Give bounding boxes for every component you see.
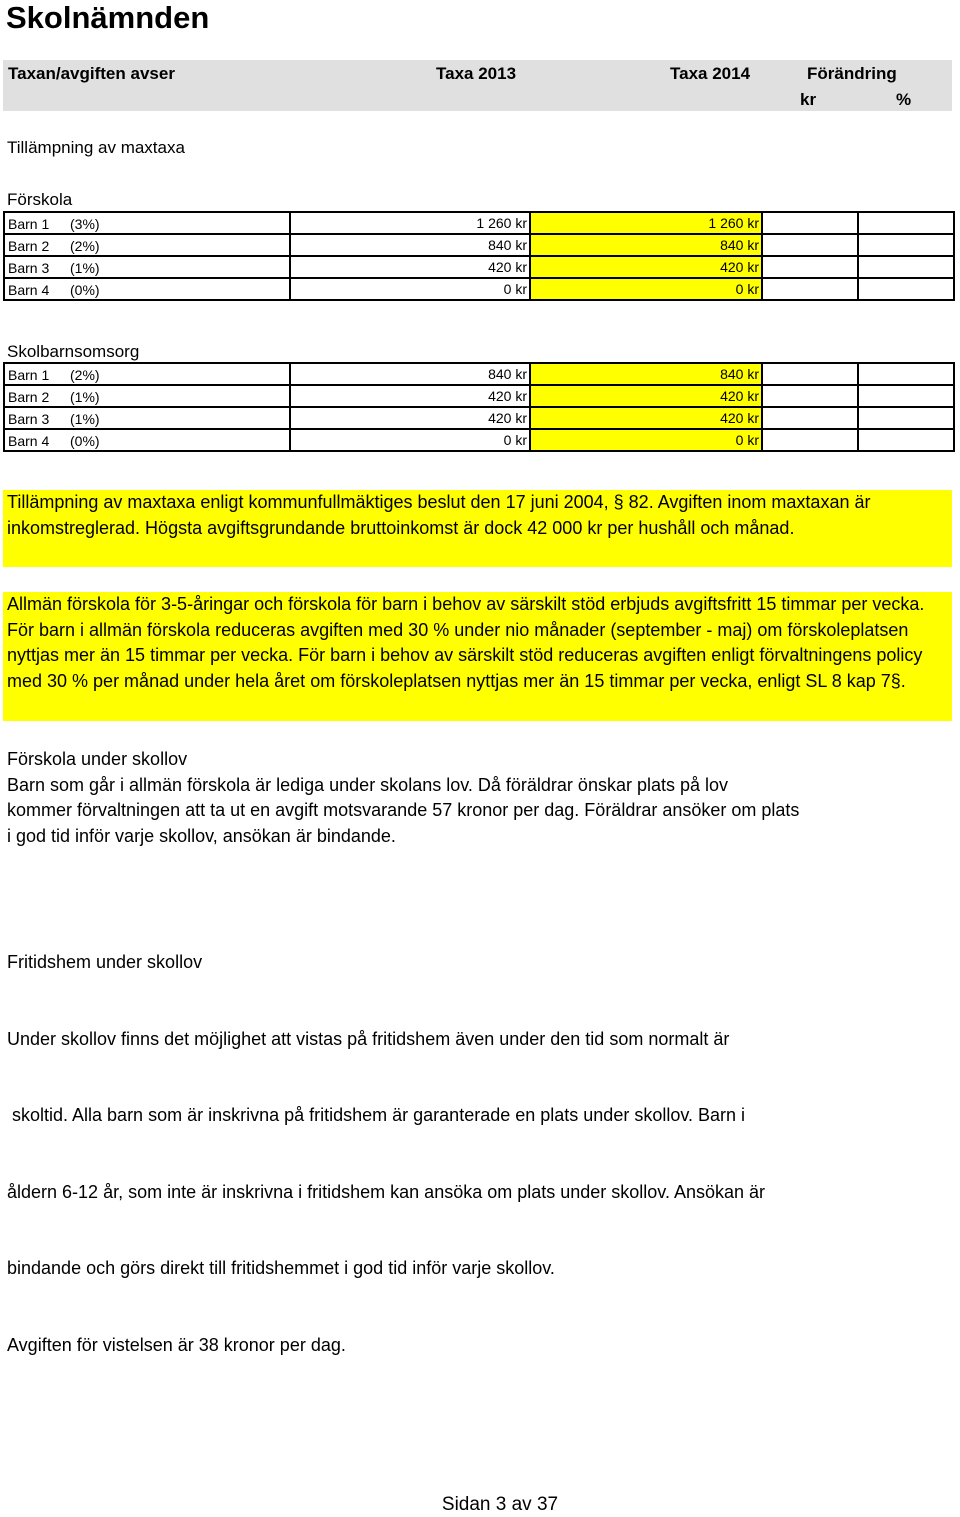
row-label — [4, 363, 290, 385]
change-pct — [858, 278, 954, 300]
skollov-fritidshem-line: Under skollov finns det möjlighet att vistas på fritidshem även under den tid som normalt är — [7, 1028, 730, 1049]
table-row — [4, 407, 954, 429]
fee-2013: 420 kr — [290, 256, 530, 278]
table-header — [3, 60, 952, 111]
page-number: Sidan 3 av 37 — [441, 1494, 559, 1515]
child-percent: (1%) — [70, 260, 100, 276]
fee-2013: 420 kr — [290, 385, 530, 407]
header-item: Taxan/avgiften avser — [8, 64, 175, 83]
fee-2014: 840 kr — [530, 234, 762, 256]
fee-2013: 0 kr — [290, 429, 530, 451]
header-pct: % — [896, 90, 912, 109]
header-2013: Taxa 2013 — [436, 64, 517, 83]
header-2014: Taxa 2014 — [670, 64, 751, 83]
header-change: Förändring — [807, 64, 897, 83]
fee-2013: 1 260 kr — [290, 212, 530, 234]
fee-2014: 420 kr — [530, 407, 762, 429]
change-kr — [762, 407, 858, 429]
fee-2013: 420 kr — [290, 407, 530, 429]
skollov-forskola-heading: Förskola under skollov — [7, 749, 188, 769]
change-pct — [858, 363, 954, 385]
child-name: Barn 3 — [8, 260, 50, 276]
row-label — [4, 256, 290, 278]
row-label — [4, 407, 290, 429]
table-row — [4, 212, 954, 234]
fee-2014: 420 kr — [530, 256, 762, 278]
row-label — [4, 385, 290, 407]
skollov-fritidshem-line: skoltid. Alla barn som är inskrivna på fritidshem är garanterade en plats under skollov. Barn i — [7, 1105, 746, 1125]
change-pct — [858, 234, 954, 256]
row-label — [4, 212, 290, 234]
child-name: Barn 2 — [8, 389, 50, 405]
table-row — [4, 256, 954, 278]
fee-2013: 840 kr — [290, 363, 530, 385]
child-name: Barn 4 — [8, 433, 50, 449]
change-pct — [858, 385, 954, 407]
skollov-forskola-line: i god tid inför varje skollov, ansökan är bindande. — [7, 825, 396, 846]
change-pct — [858, 407, 954, 429]
row-label — [4, 278, 290, 300]
change-kr — [762, 256, 858, 278]
child-percent: (0%) — [70, 433, 100, 449]
row-label — [4, 429, 290, 451]
header-kr: kr — [800, 90, 817, 109]
skolbarnsomsorg-heading: Skolbarnsomsorg — [7, 342, 140, 361]
child-percent: (0%) — [70, 282, 100, 298]
forskola-table — [3, 211, 955, 301]
change-kr — [762, 278, 858, 300]
change-pct — [858, 212, 954, 234]
skolbarnsomsorg-table — [3, 362, 955, 452]
child-percent: (3%) — [70, 216, 100, 232]
allman-forskola-note-text: Allmän förskola för 3-5-åringar och förskola för barn i behov av särskilt stöd erbjuds avgiftsfritt 15 timmar per vecka. För barn i allmän förskola reduceras avgiften med 30 % under nio månader (september - maj) om förskoleplatsen nyttjas mer än 15 timmar per vecka. För barn i behov av särskilt stöd reduceras avgiften enligt förvaltningens policy med 30 % per månad under hela året om förskoleplatsen nyttjas mer än 15 timmar per vecka, enligt SL 8 kap 7§. — [7, 594, 925, 691]
change-kr — [762, 212, 858, 234]
page-title: Skolnämnden — [6, 0, 210, 35]
fee-2013: 840 kr — [290, 234, 530, 256]
fee-2014: 840 kr — [530, 363, 762, 385]
skollov-fritidshem-line: bindande och görs direkt till fritidshemmet i god tid inför varje skollov. — [7, 1258, 555, 1278]
child-percent: (1%) — [70, 411, 100, 427]
forskola-heading: Förskola — [7, 190, 73, 209]
skollov-fritidshem-section — [7, 899, 765, 1384]
maxtaxa-note-text: Tillämpning av maxtaxa enligt kommunfullmäktiges beslut den 17 juni 2004, § 82. Avgiften inom maxtaxan är inkomstreglerad. Högsta avgiftsgrundande bruttoinkomst är dock 42 000 kr per hushåll och månad. — [7, 492, 871, 538]
child-percent: (2%) — [70, 367, 100, 383]
row-label — [4, 234, 290, 256]
change-kr — [762, 429, 858, 451]
child-name: Barn 1 — [8, 367, 50, 383]
child-percent: (1%) — [70, 389, 100, 405]
fee-2014: 0 kr — [530, 429, 762, 451]
fee-2014: 1 260 kr — [530, 212, 762, 234]
skollov-fritidshem-line: Avgiften för vistelsen är 38 kronor per dag. — [7, 1334, 346, 1355]
child-percent: (2%) — [70, 238, 100, 254]
skollov-fritidshem-heading: Fritidshem under skollov — [7, 952, 203, 972]
table-row — [4, 234, 954, 256]
child-name: Barn 4 — [8, 282, 50, 298]
table-row — [4, 385, 954, 407]
change-kr — [762, 363, 858, 385]
child-name: Barn 1 — [8, 216, 50, 232]
fee-2013: 0 kr — [290, 278, 530, 300]
table-row — [4, 363, 954, 385]
table-row — [4, 429, 954, 451]
change-kr — [762, 234, 858, 256]
skollov-forskola-section — [7, 747, 799, 849]
child-name: Barn 3 — [8, 411, 50, 427]
allman-forskola-note — [3, 592, 952, 721]
change-pct — [858, 256, 954, 278]
change-kr — [762, 385, 858, 407]
maxtaxa-note — [3, 490, 952, 567]
skollov-forskola-line: Barn som går i allmän förskola är lediga under skolans lov. Då föräldrar önskar plats på lov — [7, 774, 729, 795]
skollov-forskola-line: kommer förvaltningen att ta ut en avgift motsvarande 57 kronor per dag. Föräldrar ansöker om plats — [7, 800, 800, 820]
skollov-fritidshem-line: åldern 6-12 år, som inte är inskrivna i fritidshem kan ansöka om plats under skollov. Ansökan är — [7, 1181, 766, 1202]
table-row — [4, 278, 954, 300]
fee-2014: 420 kr — [530, 385, 762, 407]
fee-2014: 0 kr — [530, 278, 762, 300]
section-title: Tillämpning av maxtaxa — [7, 138, 185, 157]
change-pct — [858, 429, 954, 451]
child-name: Barn 2 — [8, 238, 50, 254]
